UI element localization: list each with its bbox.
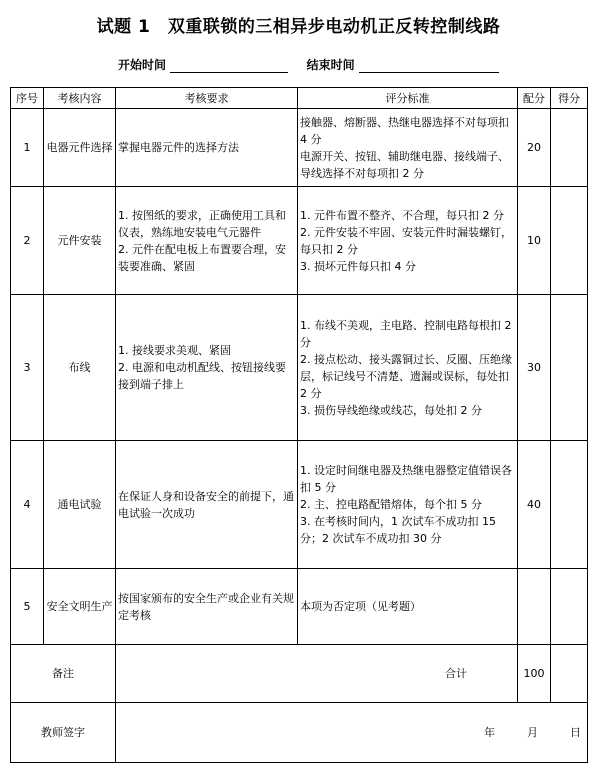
row-requirement: 按国家颁布的安全生产或企业有关规定考核 [116, 569, 298, 645]
table-header-row [11, 88, 588, 109]
row-points: 30 [518, 295, 551, 441]
start-time-field[interactable] [170, 58, 288, 73]
row-no: 4 [11, 441, 44, 569]
time-line [118, 56, 499, 73]
row-requirement: 掌握电器元件的选择方法 [116, 109, 298, 187]
exam-title: 试题 1 双重联锁的三相异步电动机正反转控制线路 [96, 17, 501, 37]
row-points: 20 [518, 109, 551, 187]
table-row [11, 187, 588, 295]
row-requirement: 1. 接线要求美观、紧固 2. 电源和电动机配线、按钮接线要接到端子排上 [116, 295, 298, 441]
day-label: 日 [570, 726, 581, 739]
row-no: 3 [11, 295, 44, 441]
row-content: 元件安装 [44, 187, 116, 295]
row-criteria: 1. 设定时间继电器及热继电器整定值错误各扣 5 分 2. 主、控电路配错熔体，每个扣 5 分 3. 在考核时间内，1 次试车不成功扣 15 分；2 次试车不成功扣 30 分 [298, 441, 518, 569]
row-content: 电器元件选择 [44, 109, 116, 187]
table-row [11, 295, 588, 441]
row-criteria: 本项为否定项（见考题） [298, 569, 518, 645]
signature-label: 教师签字 [11, 703, 116, 763]
month-label: 月 [527, 726, 538, 739]
row-points [518, 569, 551, 645]
row-criteria: 接触器、熔断器、热继电器选择不对每项扣 4 分 电源开关、按钮、辅助继电器、接线端子、导线选择不对每项扣 2 分 [298, 109, 518, 187]
row-content: 通电试验 [44, 441, 116, 569]
row-no: 2 [11, 187, 44, 295]
start-time-label: 开始时间 [118, 58, 167, 72]
row-score[interactable] [551, 187, 588, 295]
total-value: 100 [518, 645, 551, 703]
row-no: 5 [11, 569, 44, 645]
table-row [11, 109, 588, 187]
row-score[interactable] [551, 441, 588, 569]
grading-table [10, 87, 588, 763]
end-time-label: 结束时间 [306, 58, 355, 72]
signature-row [11, 703, 588, 763]
row-content: 布线 [44, 295, 116, 441]
notes-row [11, 645, 588, 703]
row-content: 安全文明生产 [44, 569, 116, 645]
notes-label: 备注 [11, 645, 116, 703]
table-row [11, 441, 588, 569]
header-content: 考核内容 [44, 88, 116, 109]
row-score[interactable] [551, 569, 588, 645]
date-line [118, 724, 585, 741]
header-score: 得分 [551, 88, 588, 109]
header-requirement: 考核要求 [116, 88, 298, 109]
row-points: 40 [518, 441, 551, 569]
total-label: 合计 [445, 667, 467, 680]
header-criteria: 评分标准 [298, 88, 518, 109]
header-no: 序号 [11, 88, 44, 109]
row-requirement: 在保证人身和设备安全的前提下，通电试验一次成功 [116, 441, 298, 569]
row-points: 10 [518, 187, 551, 295]
table-row [11, 569, 588, 645]
notes-field[interactable] [116, 645, 518, 703]
row-criteria: 1. 布线不美观，主电路、控制电路每根扣 2 分 2. 接点松动、接头露铜过长、反圈、压绝缘层，标记线号不清楚、遗漏或误标，每处扣 2 分 3. 损伤导线绝缘或线芯，每处扣 2 分 [298, 295, 518, 441]
row-no: 1 [11, 109, 44, 187]
end-time-field[interactable] [359, 58, 499, 73]
total-score[interactable] [551, 645, 588, 703]
year-label: 年 [484, 726, 495, 739]
header-points: 配分 [518, 88, 551, 109]
row-requirement: 1. 按图纸的要求，正确使用工具和仪表，熟练地安装电气元器件 2. 元件在配电板上布置要合理，安装要准确、紧固 [116, 187, 298, 295]
row-criteria: 1. 元件布置不整齐、不合理，每只扣 2 分 2. 元件安装不牢固、安装元件时漏装螺钉，每只扣 2 分 3. 损坏元件每只扣 4 分 [298, 187, 518, 295]
row-score[interactable] [551, 109, 588, 187]
row-score[interactable] [551, 295, 588, 441]
signature-field[interactable] [116, 703, 588, 763]
